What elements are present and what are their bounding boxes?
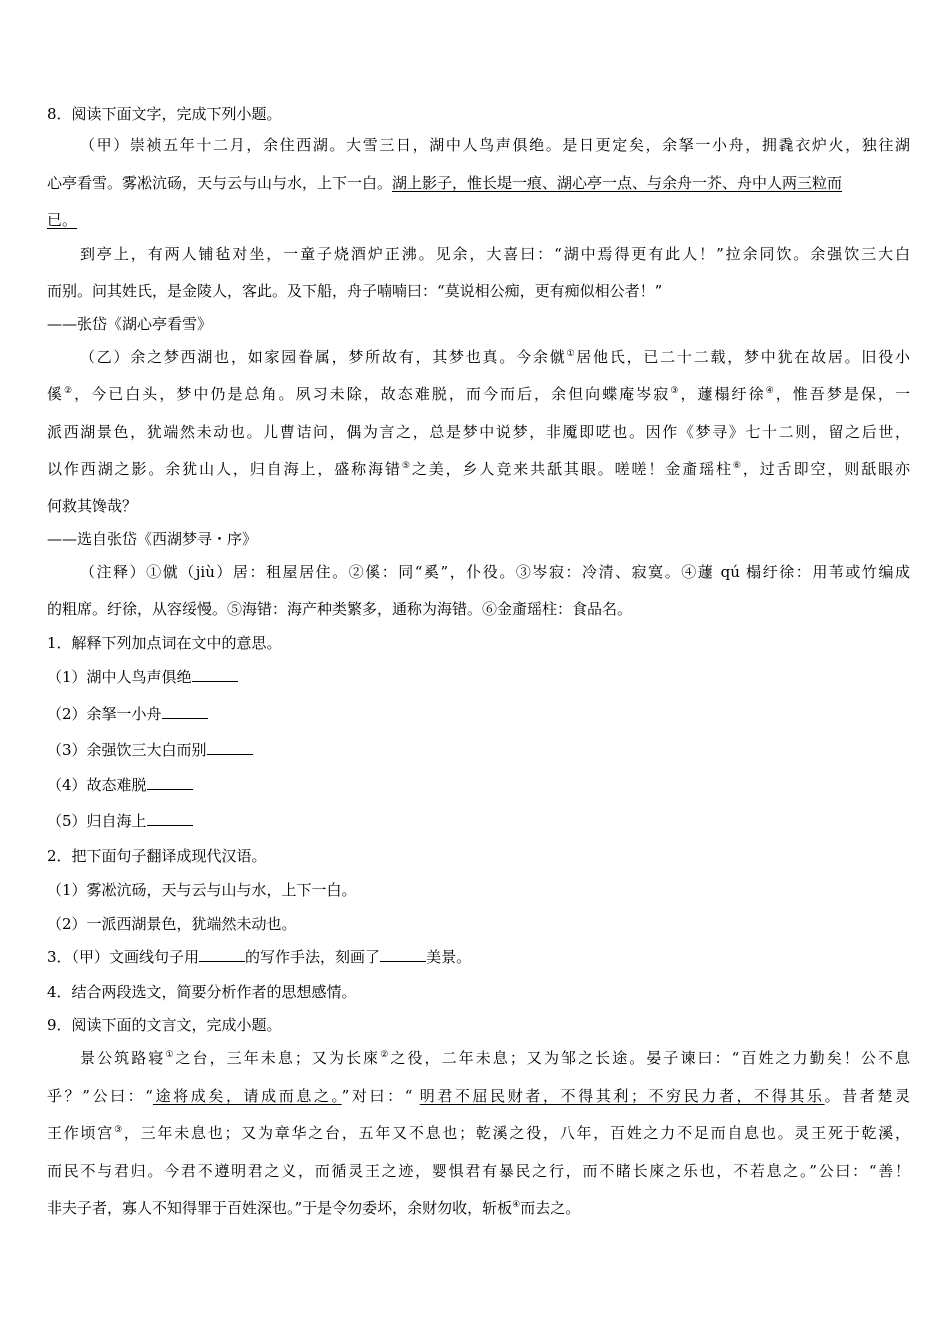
footnote-marker: ② — [380, 1050, 391, 1060]
answer-blank[interactable] — [147, 775, 193, 790]
footnote-marker: ③ — [114, 1125, 124, 1135]
footnote-marker: ④ — [765, 386, 776, 396]
passage-yi-line: 何救其馋哉？ — [47, 497, 138, 515]
answer-blank[interactable] — [192, 667, 238, 682]
subquestion-2-item: （2）一派西湖景色，犹端然未动也。 — [47, 915, 297, 933]
passage-yi-source: ——选自张岱《西湖梦寻・序》 — [47, 530, 258, 548]
passage-yi-line: 以作西湖之影。余犹山人，归自海上，盛称海错⑤之美，乡人竞来共舐其眼。嗟嗟！金齑瑶柱⑥，过舌即空，则舐眼亦 — [47, 460, 910, 478]
subquestion-1: 1．解释下列加点词在文中的意思。 — [47, 634, 282, 652]
question-8-title: 8．阅读下面文字，完成下列小题。 — [47, 105, 282, 123]
passage-9-line: 而民不与君归。今君不遵明君之义，而循灵王之迹，婴惧君有暴民之行，而不睹长庲之乐也，不若息之。”公曰：“善！ — [47, 1162, 910, 1180]
passage-9-line: 景公筑路寝①之台，三年未息；又为长庲②之役，二年未息；又为邹之长途。晏子谏曰：“百姓之力勤矣！公不息 — [80, 1049, 910, 1067]
answer-blank[interactable] — [162, 704, 208, 719]
annotation-line: 的粗席。纡徐，从容绥慢。⑤海错：海产种类繁多，通称为海错。⑥金齑瑶柱：食品名。 — [47, 600, 633, 618]
subquestion-3: 3．（甲）文画线句子用 的写作手法，刻画了 美景。 — [47, 948, 472, 966]
passage-9-line: 非夫子者，寡人不知得罪于百姓深也。”于是令勿委坏，余财勿收，斩板④而去之。 — [47, 1199, 581, 1217]
passage-jia-line: 而别。问其姓氏，是金陵人，客此。及下船，舟子喃喃曰：“莫说相公痴，更有痴似相公者！” — [47, 282, 663, 300]
footnote-marker: ① — [566, 349, 577, 359]
passage-yi-line: 派西湖景色，犹端然未动也。儿曹诘问，偶为言之，总是梦中说梦，非魇即呓也。因作《梦寻》七十二则，留之后世， — [47, 423, 910, 441]
passage-jia-line: 心亭看雪。雾凇沆砀，天与云与山与水，上下一白。湖上影子，惟长堤一痕、湖心亭一点、与余舟一芥、舟中人两三粒而 — [47, 174, 843, 192]
underlined-sentence: 途将成矣，请成而息之。 — [152, 1087, 342, 1105]
passage-jia-line — [47, 209, 77, 231]
passage-9-line: 王作顷宫③，三年未息也；又为章华之台，五年又不息也；乾溪之役，八年，百姓之力不足而自息也。灵王死于乾溪， — [47, 1124, 910, 1142]
footnote-marker: ② — [64, 386, 75, 396]
subquestion-1-item: （3）余强饮三大白而别 — [47, 739, 253, 761]
subquestion-1-item: （2）余拏一小舟 — [47, 703, 208, 725]
footnote-marker: ① — [165, 1050, 176, 1060]
passage-jia-source: ——张岱《湖心亭看雪》 — [47, 315, 213, 333]
subquestion-2-item: （1）雾凇沆砀，天与云与山与水，上下一白。 — [47, 881, 357, 899]
answer-blank[interactable] — [199, 947, 245, 962]
subquestion-1-item: （5）归自海上 — [47, 810, 193, 832]
footnote-marker: ⑤ — [401, 461, 412, 471]
subquestion-2: 2．把下面句子翻译成现代汉语。 — [47, 847, 267, 865]
annotation-line: （注释）①僦（jiù）居：租屋居住。②傒：同“奚”，仆役。③岑寂：冷清、寂寞。④蘧 qú 榻纡徐：用苇或竹编成 — [80, 563, 910, 581]
passage-yi-line: 傒②，今已白头，梦中仍是总角。夙习未除，故态难脱，而今而后，余但向蝶庵岑寂③，蘧榻纡徐④，惟吾梦是保，一 — [47, 385, 910, 403]
answer-blank[interactable] — [207, 740, 253, 755]
passage-jia-line: （甲）崇祯五年十二月，余住西湖。大雪三日，湖中人鸟声俱绝。是日更定矣，余拏一小舟，拥毳衣炉火，独往湖 — [80, 136, 910, 154]
passage-9-line: 乎？”公曰：“途将成矣，请成而息之。”对曰：“ 明君不屈民财者，不得其利；不穷民力者，不得其乐。昔者楚灵 — [47, 1087, 910, 1105]
subquestion-1-item: （1）湖中人鸟声俱绝 — [47, 666, 238, 688]
passage-jia-line: 到亭上，有两人铺毡对坐，一童子烧酒炉正沸。见余，大喜曰：“湖中焉得更有此人！”拉余同饮。余强饮三大白 — [80, 245, 910, 263]
footnote-marker: ③ — [670, 386, 681, 396]
underlined-sentence: 明君不屈民财者，不得其利；不穷民力者，不得其乐 — [419, 1087, 825, 1105]
answer-blank[interactable] — [380, 947, 426, 962]
footnote-marker: ⑥ — [732, 461, 743, 471]
subquestion-1-item: （4）故态难脱 — [47, 774, 193, 796]
footnote-marker: ④ — [512, 1200, 521, 1210]
passage-yi-line: （乙）余之梦西湖也，如家园眷属，梦所故有，其梦也真。今余僦①居他氏，已二十二载，梦中犹在故居。旧役小 — [80, 348, 910, 366]
question-9-title: 9．阅读下面的文言文，完成小题。 — [47, 1016, 282, 1034]
underlined-sentence: 已。 — [47, 211, 78, 229]
subquestion-4: 4．结合两段选文，简要分析作者的思想感情。 — [47, 983, 357, 1001]
answer-blank[interactable] — [147, 811, 193, 826]
underlined-sentence: 湖上影子，惟长堤一痕、湖心亭一点、与余舟一芥、舟中人两三粒而 — [392, 174, 843, 192]
